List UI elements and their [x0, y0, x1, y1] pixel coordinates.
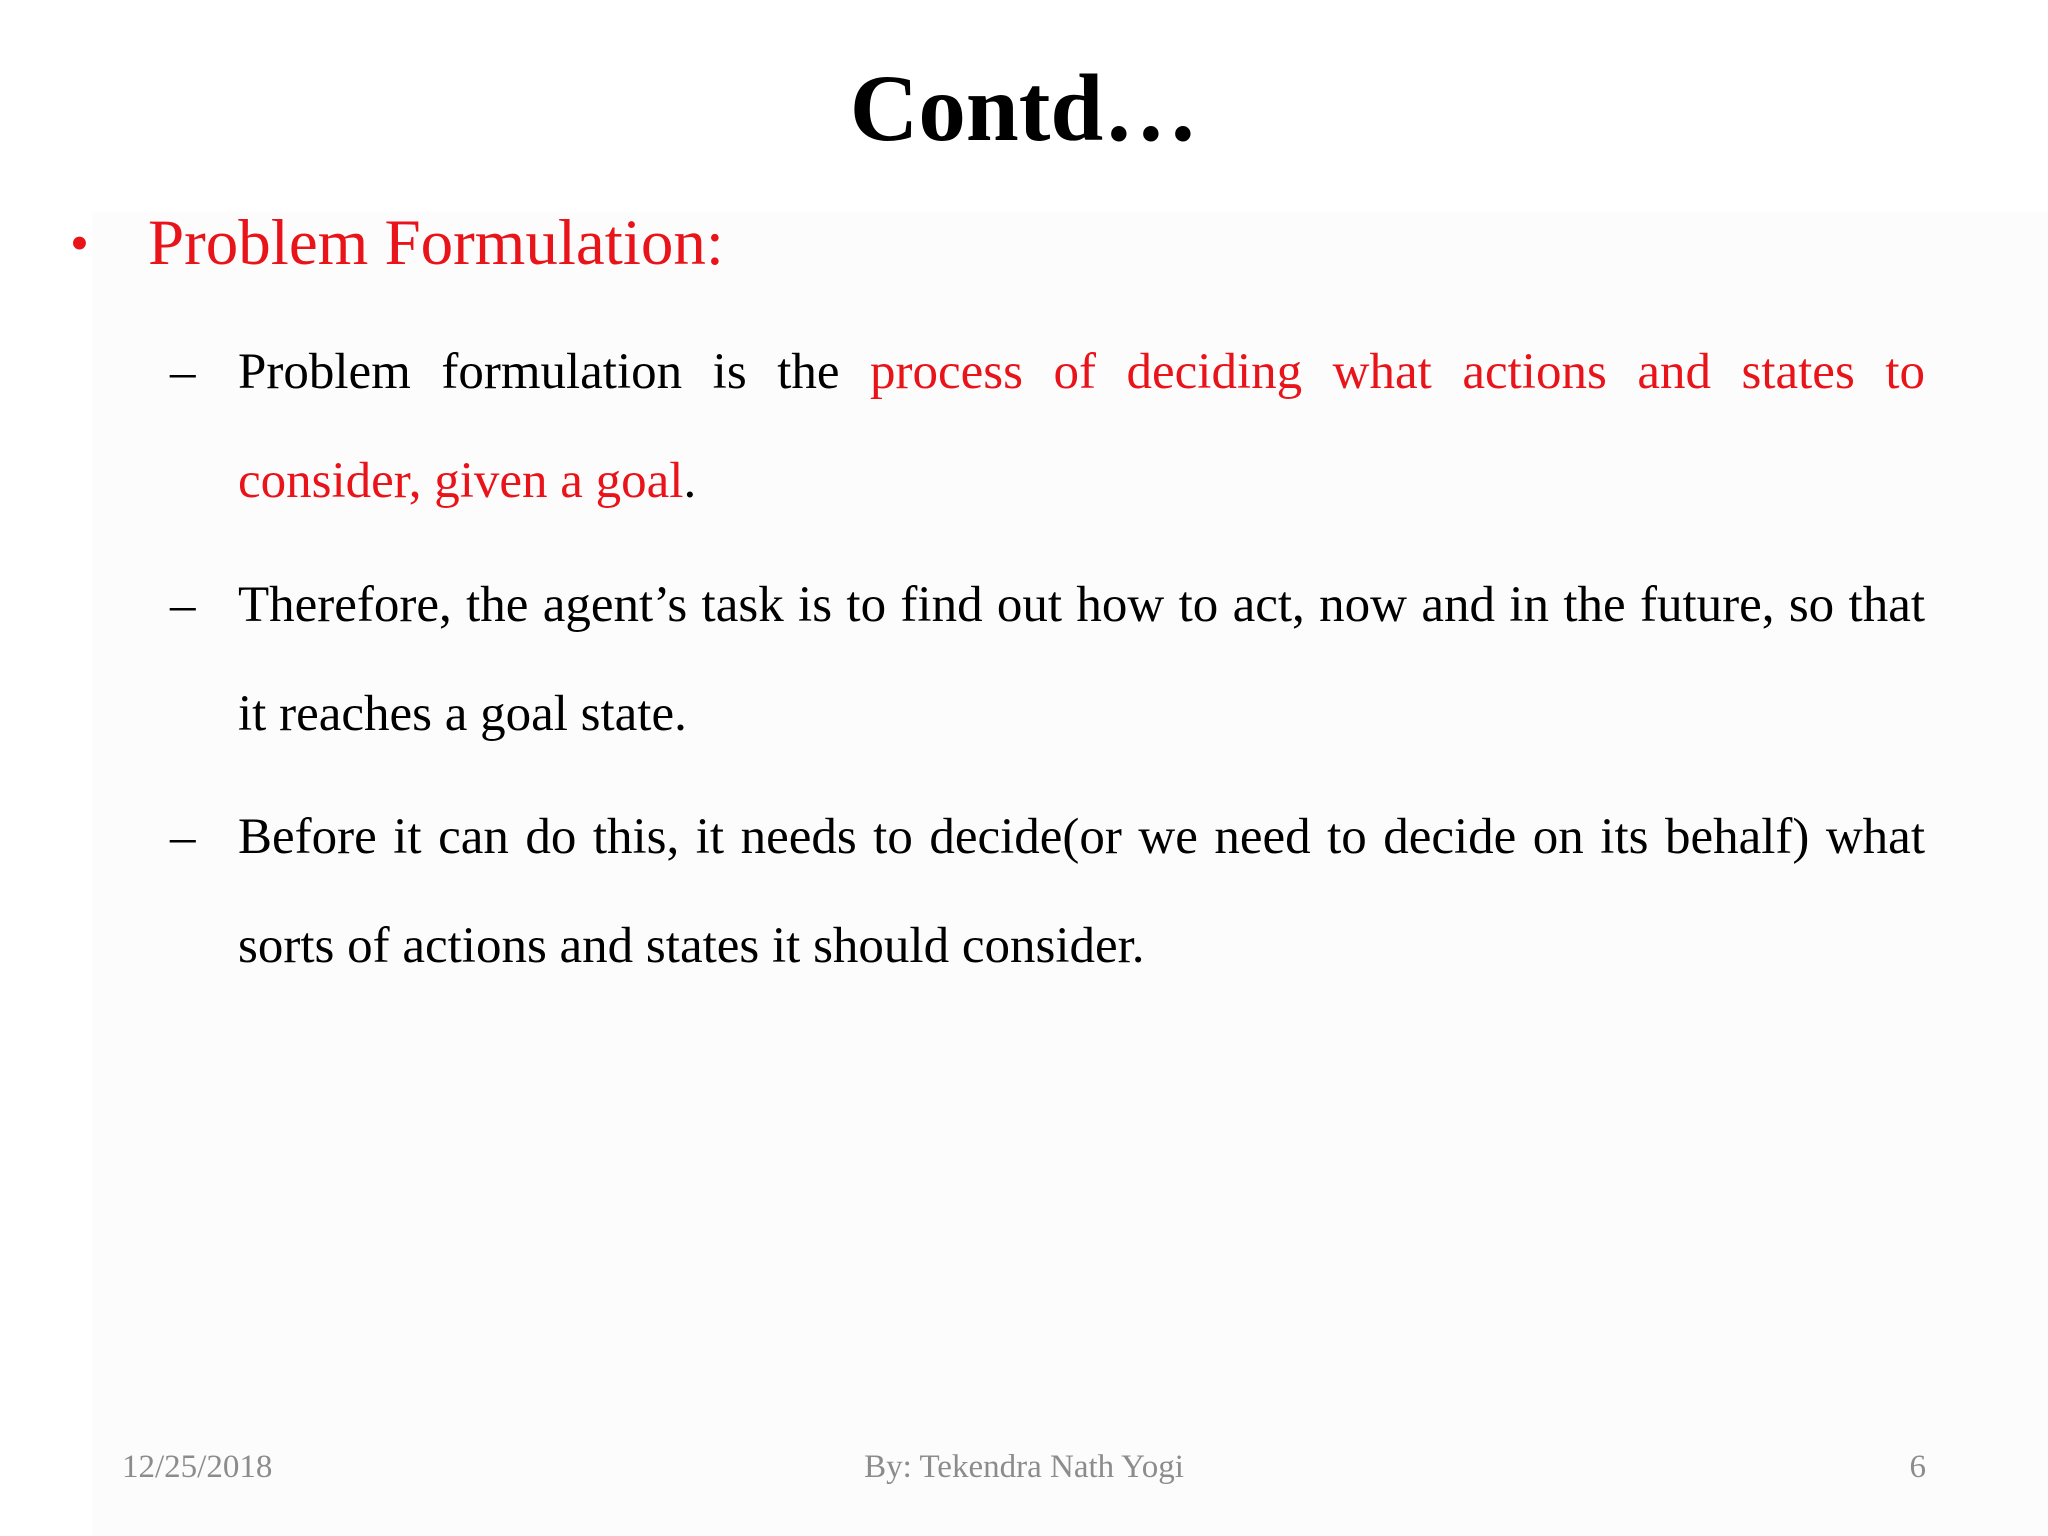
sub-item-decide-actions	[170, 783, 1925, 1001]
sub-item-agent-task	[170, 551, 1925, 769]
sub-item-text: Before it can do this, it needs to decide(or we need to decide on its behalf) what sorts of actions and states it should consider.	[238, 809, 1925, 974]
sub-item-plain-text: Problem formulation is the	[238, 344, 871, 400]
footer-author: By: Tekendra Nath Yogi	[864, 1449, 1184, 1485]
slide-title: Contd…	[849, 55, 1199, 161]
sub-item-marker: –	[170, 809, 196, 865]
sub-item-trailing-text: .	[683, 453, 697, 509]
sub-item-definition	[170, 318, 1925, 536]
sub-item-highlight-text: process of deciding what actions and states to consider, given a goal	[238, 344, 1925, 509]
sub-item-text: Therefore, the agent’s task is to find out how to act, now and in the future, so that it reaches a goal state.	[238, 577, 1925, 742]
sub-item-marker: –	[170, 577, 196, 633]
bullet-heading: Problem Formulation:	[148, 207, 724, 279]
sub-item-text	[238, 318, 1925, 536]
sub-item-marker: –	[170, 344, 196, 400]
footer-page-number: 6	[1909, 1449, 1926, 1485]
footer-date: 12/25/2018	[122, 1449, 273, 1485]
bullet-marker: •	[70, 213, 89, 273]
